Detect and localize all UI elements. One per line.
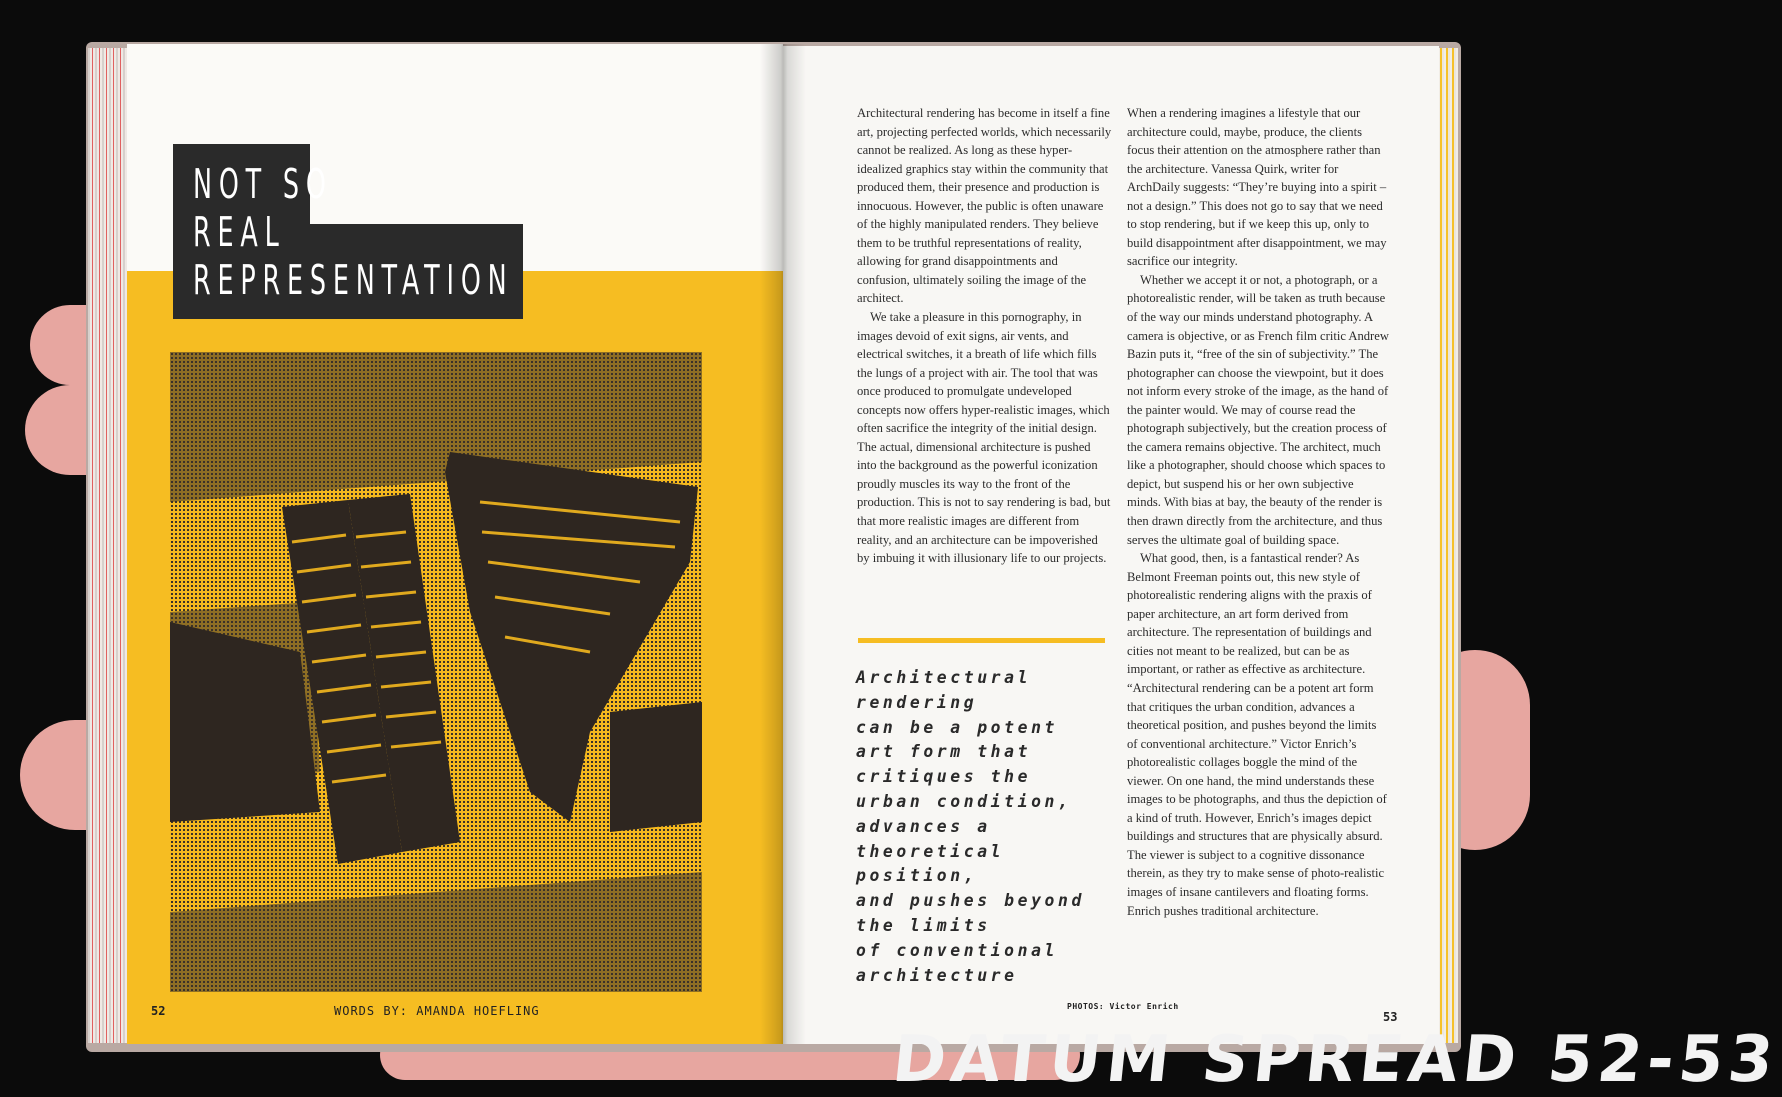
title-block xyxy=(173,144,523,319)
photo-credit: PHOTOS: Victor Enrich xyxy=(1067,1002,1179,1011)
quote-line: can be a potent xyxy=(856,717,1059,737)
quote-line: Architectural xyxy=(856,668,1032,687)
quote-line: critiques the xyxy=(856,767,1032,787)
title-line-1: NOT SO xyxy=(193,160,333,208)
title-line-2: REAL xyxy=(193,208,286,256)
page-number-left: 52 xyxy=(151,1004,166,1018)
halftone-building-photo xyxy=(170,352,702,992)
paragraph: When a rendering imagines a lifestyle that our architecture could, maybe, produce, the clients focus their attention on the atmosphere rather than the architecture. Vanessa Quirk, writer for ArchDaily suggests: “They’re buying into a spirit – not a design.” This does not go to say that we need to stop rendering, but if we keep this up, only to build disappointment after disappointment, we may sacrifice our integrity. xyxy=(1127,106,1387,269)
pull-quote-rule xyxy=(858,638,1105,643)
pull-quote xyxy=(856,666,1126,988)
photo-illustration xyxy=(170,352,702,992)
paragraph: We take a pleasure in this pornography, in images devoid of exit signs, air vents, and electrical switches, it a breath of life which fills the lungs of a project with air. The tool that was once produced to promulgate undeveloped concepts now offers hyper-realistic images, which often sacrifice the integrity of the initial design. The actual, dimensional architecture is pushed into the background as the powerful iconization proudly muscles its way to the front of the production. This is not to say rendering is bad, but that more realistic images are different from reality, and an architecture can be impoverished by imbuing it with illusionary life to our projects. xyxy=(857,310,1111,566)
quote-line: advances a xyxy=(856,816,991,836)
quote-line: and pushes beyond xyxy=(856,891,1085,911)
quote-line: of conventional xyxy=(856,940,1059,960)
body-column-1 xyxy=(857,104,1113,568)
quote-line: the limits xyxy=(856,915,991,935)
quote-line: position, xyxy=(856,866,978,886)
page-edges-left xyxy=(88,48,130,1043)
quote-line: rendering xyxy=(856,692,978,712)
paragraph: Architectural rendering has become in itself a fine art, projecting perfected worlds, which necessarily cannot be realized. As long as these hyper-idealized graphics stay within the community that produced them, their presence and production is innocuous. However, the public is often unaware of the highly manipulated renders. They believe them to be truthful representations of reality, allowing for grand disappointments and confusion, ultimately soiling the image of the architect. xyxy=(857,106,1112,306)
quote-line: urban condition, xyxy=(856,791,1072,811)
title-line-3: REPRESENTATION xyxy=(193,256,514,304)
handwritten-label: DATUM SPREAD 52-53 xyxy=(889,1023,1782,1097)
left-page xyxy=(127,44,783,1044)
body-column-2 xyxy=(1127,104,1389,920)
page-number-right: 53 xyxy=(1383,1010,1398,1024)
quote-line: theoretical xyxy=(856,841,1005,861)
quote-line: art form that xyxy=(856,742,1032,762)
paragraph: Whether we accept it or not, a photograph, or a photorealistic render, will be taken as truth because of the way our minds understand photography. A camera is objective, or as French film critic Andrew Bazin puts it, “free of the sin of subjectivity.” The photographer can choose the viewpoint, but it does not inform every stroke of the image, as the hand of the painter would. We may of course read the photograph subjectively, but the creation process of the camera remains objective. The architect, much like a photographer, should choose which spaces to depict, but suspend his or her own subjective minds. With bias at bay, the beauty of the render is then drawn directly from the architecture, and thus serves the ultimate goal of building space. xyxy=(1127,272,1389,547)
paragraph: What good, then, is a fantastical render? As Belmont Freeman points out, this new style of photorealistic rendering aligns with the praxis of paper architecture, an art form derived from architecture. The representation of buildings and cities not meant to be realized, but can be as important, or rather as effective as architecture. “Architectural rendering can be a potent art form that critiques the urban condition, advances a theoretical position, and pushes beyond the limits of conventional architecture.” Victor Enrich’s photorealistic collages boggle the mind of the viewer. On one hand, the mind understands these images to be photographs, and thus the depiction of a kind of truth. However, Enrich’s images depict buildings and structures that are physically absurd. The viewer is subject to a cognitive dissonance therein, as they try to make sense of photo-realistic images of insane cantilevers and floating forms. Enrich pushes traditional architecture. xyxy=(1127,551,1387,918)
right-page xyxy=(783,46,1439,1044)
quote-line: architecture xyxy=(856,965,1018,985)
byline: WORDS BY: AMANDA HOEFLING xyxy=(334,1004,540,1018)
page-edges-right xyxy=(1438,48,1458,1043)
